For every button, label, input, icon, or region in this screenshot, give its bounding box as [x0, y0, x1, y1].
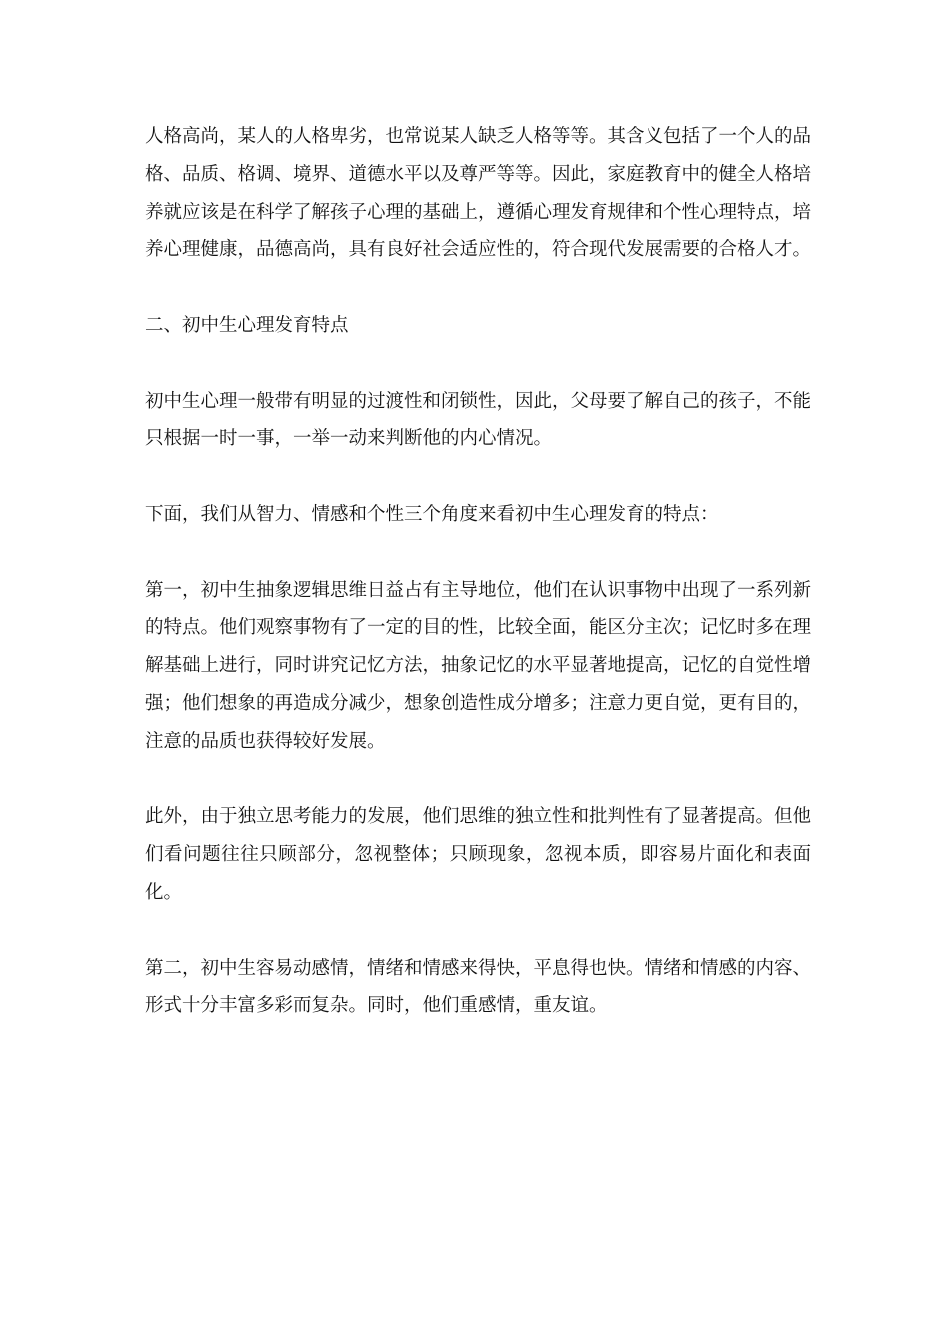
paragraph-personality-definition: 人格高尚，某人的人格卑劣，也常说某人缺乏人格等等。其含义包括了一个人的品格、品质、格调、境界、道德水平以及尊严等等。因此，家庭教育中的健全人格培养就应该是在科学了解孩子心理的基础上，遵循心理发育规律和个性心理特点，培养心理健康，品德高尚，具有良好社会适应性的，符合现代发展需要的合格人才。: [145, 126, 812, 261]
paragraph-second-point: 第二，初中生容易动感情，情绪和情感来得快，平息得也快。情绪和情感的内容、形式十分丰富多彩而复杂。同时，他们重感情，重友谊。: [145, 957, 812, 1017]
paragraph-overview: 下面，我们从智力、情感和个性三个角度来看初中生心理发育的特点：: [145, 503, 719, 525]
paragraph-independent-thinking: 此外，由于独立思考能力的发展，他们思维的独立性和批判性有了显著提高。但他们看问题往往只顾部分，忽视整体；只顾现象，忽视本质，即容易片面化和表面化。: [145, 806, 812, 903]
section-heading: 二、初中生心理发育特点: [145, 314, 349, 336]
paragraph-transition: 初中生心理一般带有明显的过渡性和闭锁性，因此，父母要了解自己的孩子，不能只根据一时一事，一举一动来判断他的内心情况。: [145, 390, 812, 450]
paragraph-first-point: 第一，初中生抽象逻辑思维日益占有主导地位，他们在认识事物中出现了一系列新的特点。他们观察事物有了一定的目的性，比较全面，能区分主次；记忆时多在理解基础上进行，同时讲究记忆方法，抽象记忆的水平显著地提高，记忆的自觉性增强；他们想象的再造成分减少，想象创造性成分增多；注意力更自觉，更有目的，注意的品质也获得较好发展。: [145, 579, 812, 752]
document-page: [145, 118, 811, 1063]
